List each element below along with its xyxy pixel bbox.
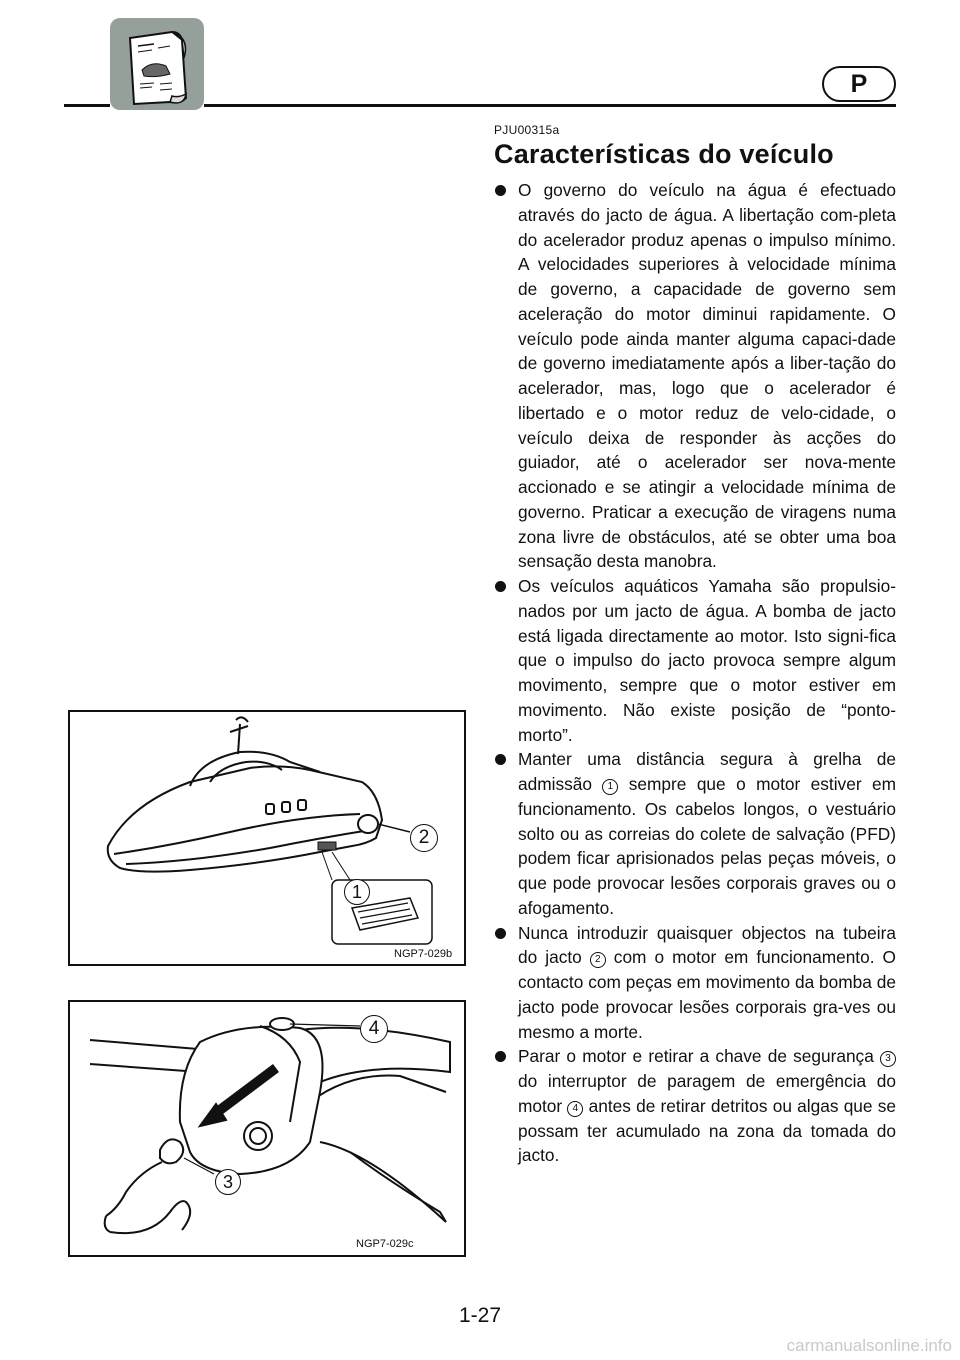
bullet-item — [494, 574, 896, 747]
bullet-text: Manter uma distância segura à grelha de admissão — [518, 749, 896, 794]
callout-3: 3 — [215, 1169, 241, 1195]
header-rule-left — [64, 104, 110, 107]
figure-code: NGP7-029c — [356, 1238, 414, 1250]
figure-handlebar-safety-key — [68, 1000, 466, 1257]
bullet-text: com o motor em funcionamento. O contacto com peças em movimento da bomba de jacto pode provocar lesões corporais gra-ves ou mesmo a morte. — [518, 947, 896, 1042]
ref-circle: 1 — [602, 779, 618, 795]
figure-watercraft-intake — [68, 710, 466, 966]
handlebar-illustration — [70, 1002, 464, 1255]
bullet-item — [494, 747, 896, 920]
bullet-dot — [495, 1051, 506, 1062]
bullet-text: Parar o motor e retirar a chave de segurança — [518, 1046, 880, 1067]
callout-4: 4 — [360, 1015, 388, 1043]
bullet-text: sempre que o motor estiver em funcionamento. Os cabelos longos, o vestuário solto ou as correias do colete de salvação (PFD) podem ficar aprisionados pelas peças móveis, o que pode provocar lesões corporais graves ou o afogamento. — [518, 774, 896, 918]
bullet-text: antes de retirar detritos ou algas que se possam ter acumulado na zona da tomada do jacto. — [518, 1095, 896, 1166]
callout-1: 1 — [344, 879, 370, 905]
watermark: carmanualsonline.info — [786, 1336, 952, 1355]
language-badge: P — [822, 66, 896, 102]
bullet-dot — [495, 754, 506, 765]
bullet-dot — [495, 185, 506, 196]
bullet-dot — [495, 581, 506, 592]
bullet-item — [494, 1044, 896, 1168]
bullet-item — [494, 921, 896, 1045]
watercraft-illustration — [70, 712, 464, 964]
bullet-text: do interruptor de paragem de emergência do motor — [518, 1071, 896, 1116]
ref-circle: 3 — [880, 1051, 896, 1067]
bullet-list — [494, 178, 896, 1168]
callout-2: 2 — [410, 824, 438, 852]
bullet-text: Nunca introduzir quaisquer objectos na tubeira do jacto — [518, 922, 896, 968]
bullet-text: Os veículos aquáticos Yamaha são propulsio-nados por um jacto de água. A bomba de jacto está ligada directamente ao motor. Isto signi-fica que o impulso do jacto provoca sempre algum movimento, sempre que o motor estiver em movimento. Não existe posição de “ponto-morto”. — [518, 576, 896, 745]
section-code: PJU00315a — [494, 123, 560, 137]
figure-code: NGP7-029b — [394, 948, 453, 960]
bullet-dot — [495, 928, 506, 939]
bullet-item — [494, 178, 896, 574]
header-rule-right — [204, 104, 896, 107]
bullet-text: O governo do veículo na água é efectuado através do jacto de água. A libertação com-pleta do acelerador produz apenas o impulso mínimo. A velocidades superiores à velocidade mínima de governo, a capacidade de governo sem aceleração do motor diminui rapidamente. O veículo pode ainda manter alguma capaci-dade de governo imediatamente após a liber-tação do acelerador, mas, logo que o acelerador é libertado e o motor reduz de velo-cidade, o veículo deixa de responder às acções do guiador, até o acelerador ser nova-mente accionado e se atingir a velocidade mínima de governo. Praticar a execução de viragens numa zona livre de obstáculos, até se obter uma boa sensação desta manobra. — [518, 180, 896, 572]
ref-circle: 4 — [567, 1101, 583, 1117]
page-number: 1-27 — [458, 1304, 502, 1327]
section-title: Características do veículo — [494, 139, 834, 169]
ref-circle: 2 — [590, 952, 606, 968]
manual-section-tab — [110, 18, 204, 110]
manual-book-icon — [110, 18, 204, 110]
